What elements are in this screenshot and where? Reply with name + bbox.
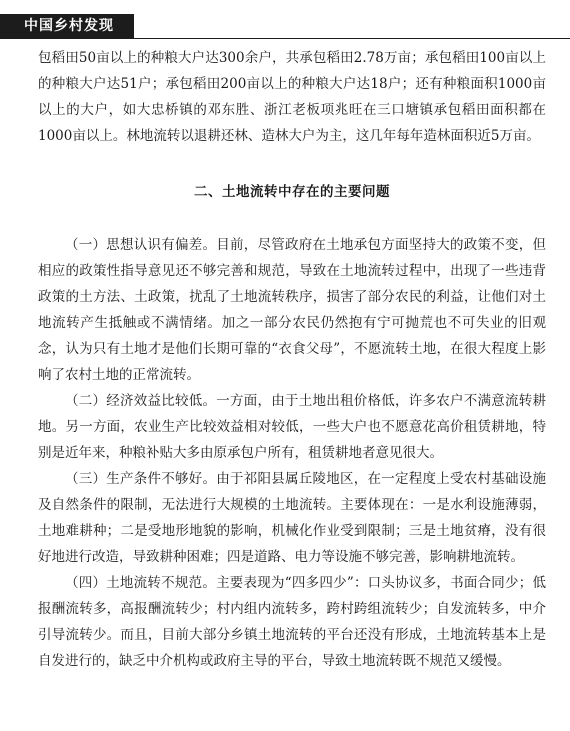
running-header-bar [0, 14, 134, 39]
paragraph-conditions: （三）生产条件不够好。由于祁阳县属丘陵地区，在一定程度上受农村基础设施及自然条件的限制，无法进行大规模的土地流转。主要体现在：一是水利设施薄弱，土地难耕种；二是受地形地貌的影响，机械化作业受到限制；三是土地贫瘠，没有很好地进行改造，导致耕种困难；四是道路、电力等设施不够完善，影响耕地流转。 [38, 471, 546, 565]
paragraph-economic: （二）经济效益比较低。一方面，由于土地出租价格低，许多农户不满意流转耕地。另一方面，农业生产比较效益相对较低，一些大户也不愿意花高价租赁耕地，特别是近年来，种粮补贴大多由原承包户所有，租赁耕地者意见很大。 [38, 393, 546, 461]
page-body [38, 45, 546, 674]
paragraph-thinking: （一）思想认识有偏差。目前，尽管政府在土地承包方面坚持大的政策不变，但相应的政策性指导意见还不够完善和规范，导致在土地流转过程中，出现了一些违背政策的土方法、土政策，扰乱了土地流转秩序，损害了部分农民的利益，让他们对土地流转产生抵触或不满情绪。加之一部分农民仍然抱有宁可抛荒也不可失业的旧观念，认为只有土地才是他们长期可靠的“衣食父母”，不愿流转土地，在很大程度上影响了农村土地的正常流转。 [38, 237, 546, 383]
paragraph-irregular: （四）土地流转不规范。主要表现为“四多四少”：口头协议多，书面合同少；低报酬流转多，高报酬流转少；村内组内流转多，跨村跨组流转少；自发流转多，中介引导流转少。而且，目前大部分乡镇土地流转的平台还没有形成，土地流转基本上是自发进行的，缺乏中介机构或政府主导的平台，导致土地流转既不规范又缓慢。 [38, 575, 546, 669]
header-rule [134, 38, 570, 39]
section-heading: 二、土地流转中存在的主要问题 [194, 184, 390, 200]
intro-paragraph: 包稻田50亩以上的种粮大户达300余户，共承包稻田2.78万亩；承包稻田100亩以上的种粮大户达51户；承包稻田200亩以上的种粮大户达18户；还有种粮面积1000亩以上的大户，如大忠桥镇的邓东胜、浙江老板项兆旺在三口塘镇承包稻田面积都在1000亩以上。林地流转以退耕还林、造林大户为主，这几年每年造林面积近5万亩。 [38, 50, 546, 144]
running-header-title: 中国乡村发现 [24, 18, 114, 34]
